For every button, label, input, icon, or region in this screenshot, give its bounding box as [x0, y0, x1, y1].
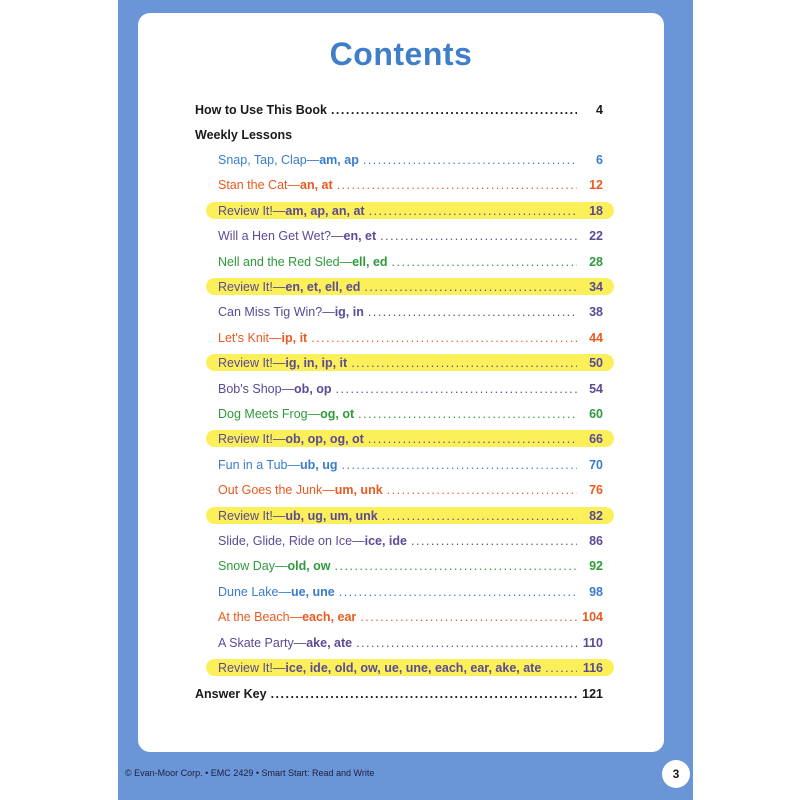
toc-page-number: 70	[589, 458, 603, 472]
toc-section-weekly-lessons	[195, 125, 603, 145]
lesson-phonics: ue, une	[290, 585, 335, 599]
lesson-phonics: en, et	[343, 229, 377, 243]
toc-entry-answer-key[interactable]	[195, 684, 603, 704]
section-heading: Weekly Lessons	[195, 128, 293, 142]
lesson-phonics: en, et, ell, ed	[285, 280, 361, 294]
lesson-title: Stan the Cat—	[218, 178, 300, 192]
lesson-phonics: ob, op, og, ot	[285, 432, 364, 446]
toc-lesson-entry[interactable]	[218, 277, 603, 297]
toc-lesson-entry[interactable]	[218, 353, 603, 373]
lesson-title: Review It!—	[218, 432, 286, 446]
lesson-phonics: um, unk	[334, 483, 383, 497]
toc-lesson-label	[218, 356, 347, 370]
toc-page-number: 116	[582, 661, 603, 675]
leader-dots	[360, 607, 577, 627]
toc-lesson-label	[218, 610, 356, 624]
leader-dots	[363, 150, 577, 170]
toc-lesson-entry[interactable]	[218, 582, 603, 602]
leader-dots	[411, 531, 577, 551]
lesson-phonics: an, at	[300, 178, 333, 192]
toc-lesson-label	[218, 585, 335, 599]
toc-page-number: 104	[582, 610, 603, 624]
toc-page-number: 6	[596, 153, 603, 167]
lesson-phonics: og, ot	[320, 407, 355, 421]
toc-lesson-entry[interactable]	[218, 506, 603, 526]
toc-lesson-label	[218, 458, 338, 472]
toc-lesson-entry[interactable]	[218, 556, 603, 576]
toc-page-number: 4	[596, 103, 603, 117]
leader-dots	[392, 252, 577, 272]
toc-page-number: 92	[589, 559, 603, 573]
toc-lesson-entry[interactable]	[218, 429, 603, 449]
leader-dots	[342, 455, 578, 475]
toc-entry-label: How to Use This Book	[195, 103, 327, 117]
lesson-title: Can Miss Tig Win?—	[218, 305, 335, 319]
lesson-phonics: ice, ide, old, ow, ue, une, each, ear, ake, ate	[285, 661, 542, 675]
toc-lesson-label	[218, 382, 332, 396]
lesson-title: Out Goes the Junk—	[218, 483, 335, 497]
leader-dots	[368, 302, 577, 322]
footer-copyright: © Evan-Moor Corp. • EMC 2429 • Smart Start: Read and Write	[125, 768, 375, 778]
lesson-title: Dog Meets Frog—	[218, 407, 321, 421]
leader-dots	[382, 506, 577, 526]
toc-page-number: 34	[589, 280, 603, 294]
toc-lesson-entry[interactable]	[218, 302, 603, 322]
leader-dots	[351, 353, 577, 373]
lesson-title: Dune Lake—	[218, 585, 291, 599]
toc-lesson-label	[218, 280, 360, 294]
toc-page-number: 12	[589, 178, 603, 192]
toc-lesson-entry[interactable]	[218, 379, 603, 399]
lesson-phonics: ub, ug, um, unk	[285, 509, 378, 523]
toc-lesson-label	[218, 153, 359, 167]
lesson-title: Review It!—	[218, 356, 286, 370]
lesson-title: Bob's Shop—	[218, 382, 295, 396]
lesson-phonics: ig, in	[334, 305, 364, 319]
toc-page-number: 110	[582, 636, 603, 650]
toc-lesson-label	[218, 407, 354, 421]
toc-lesson-entry[interactable]	[218, 201, 603, 221]
toc-entry-how-to-use[interactable]	[195, 100, 603, 120]
leader-dots	[331, 100, 577, 120]
toc-lesson-label	[218, 534, 407, 548]
toc-lesson-label	[218, 559, 331, 573]
lesson-title: At the Beach—	[218, 610, 303, 624]
lesson-phonics: ice, ide	[364, 534, 407, 548]
lesson-title: Fun in a Tub—	[218, 458, 300, 472]
page-number-badge: 3	[662, 760, 690, 788]
toc-page-number: 98	[589, 585, 603, 599]
toc-lesson-label	[218, 661, 541, 675]
leader-dots	[358, 404, 577, 424]
lesson-phonics: am, ap, an, at	[285, 204, 365, 218]
lesson-title: Review It!—	[218, 661, 286, 675]
lesson-title: Review It!—	[218, 204, 286, 218]
lesson-phonics: ell, ed	[352, 255, 388, 269]
leader-dots	[337, 175, 577, 195]
toc-lesson-label	[218, 483, 383, 497]
toc-page-number: 121	[582, 687, 603, 701]
toc-lesson-entry[interactable]	[218, 455, 603, 475]
toc-page-number: 86	[589, 534, 603, 548]
lesson-title: Nell and the Red Sled—	[218, 255, 353, 269]
toc-lesson-label	[218, 509, 378, 523]
leader-dots	[339, 582, 577, 602]
toc-lesson-entry[interactable]	[218, 175, 603, 195]
lesson-phonics: each, ear	[302, 610, 357, 624]
leader-dots	[380, 226, 577, 246]
toc-lesson-entry[interactable]	[218, 480, 603, 500]
leader-dots	[369, 201, 577, 221]
toc-lesson-label	[218, 255, 388, 269]
lesson-title: Slide, Glide, Ride on Ice—	[218, 534, 365, 548]
leader-dots	[311, 328, 577, 348]
lesson-title: Snow Day—	[218, 559, 288, 573]
toc-page-number: 22	[589, 229, 603, 243]
lesson-phonics: ob, op	[294, 382, 332, 396]
lesson-title: Review It!—	[218, 280, 286, 294]
lesson-phonics: old, ow	[287, 559, 331, 573]
toc-page-number: 18	[589, 204, 603, 218]
toc-lesson-entry[interactable]	[218, 607, 603, 627]
toc-page-number: 82	[589, 509, 603, 523]
toc-lesson-entry[interactable]	[218, 226, 603, 246]
toc-page-number: 66	[589, 432, 603, 446]
toc-entry-label: Answer Key	[195, 687, 267, 701]
lesson-title: Will a Hen Get Wet?—	[218, 229, 344, 243]
lesson-phonics: am, ap	[319, 153, 359, 167]
toc-page-number: 50	[589, 356, 603, 370]
toc-lesson-entry[interactable]	[218, 658, 603, 678]
leader-dots	[364, 277, 577, 297]
toc-page-number: 54	[589, 382, 603, 396]
lesson-title: Snap, Tap, Clap—	[218, 153, 320, 167]
toc-lesson-label	[218, 432, 364, 446]
toc-lesson-entry[interactable]	[218, 328, 603, 348]
toc-lesson-entry[interactable]	[218, 252, 603, 272]
toc-lesson-entry[interactable]	[218, 404, 603, 424]
toc-lesson-label	[218, 636, 352, 650]
toc-lesson-label	[218, 331, 307, 345]
leader-dots	[545, 658, 577, 678]
lesson-phonics: ub, ug	[300, 458, 338, 472]
lesson-title: Review It!—	[218, 509, 286, 523]
leader-dots	[271, 684, 577, 704]
toc-lesson-label	[218, 229, 376, 243]
leader-dots	[368, 429, 577, 449]
page-title: Contents	[329, 36, 473, 72]
leader-dots	[336, 379, 577, 399]
leader-dots	[387, 480, 577, 500]
toc-page-number: 60	[589, 407, 603, 421]
lesson-phonics: ake, ate	[306, 636, 353, 650]
leader-dots	[356, 633, 577, 653]
lesson-phonics: ig, in, ip, it	[285, 356, 348, 370]
lesson-phonics: ip, it	[281, 331, 308, 345]
toc-page-number: 76	[589, 483, 603, 497]
toc-page-number: 44	[589, 331, 603, 345]
toc-lesson-entry[interactable]	[218, 150, 603, 170]
lesson-title: A Skate Party—	[218, 636, 307, 650]
toc-page-number: 28	[589, 255, 603, 269]
toc-lesson-entry[interactable]	[218, 633, 603, 653]
toc-lesson-label	[218, 204, 365, 218]
toc-lesson-entry[interactable]	[218, 531, 603, 551]
toc-page-number: 38	[589, 305, 603, 319]
lesson-title: Let's Knit—	[218, 331, 282, 345]
toc-lesson-label	[218, 178, 333, 192]
leader-dots	[335, 556, 577, 576]
toc-lesson-label	[218, 305, 364, 319]
